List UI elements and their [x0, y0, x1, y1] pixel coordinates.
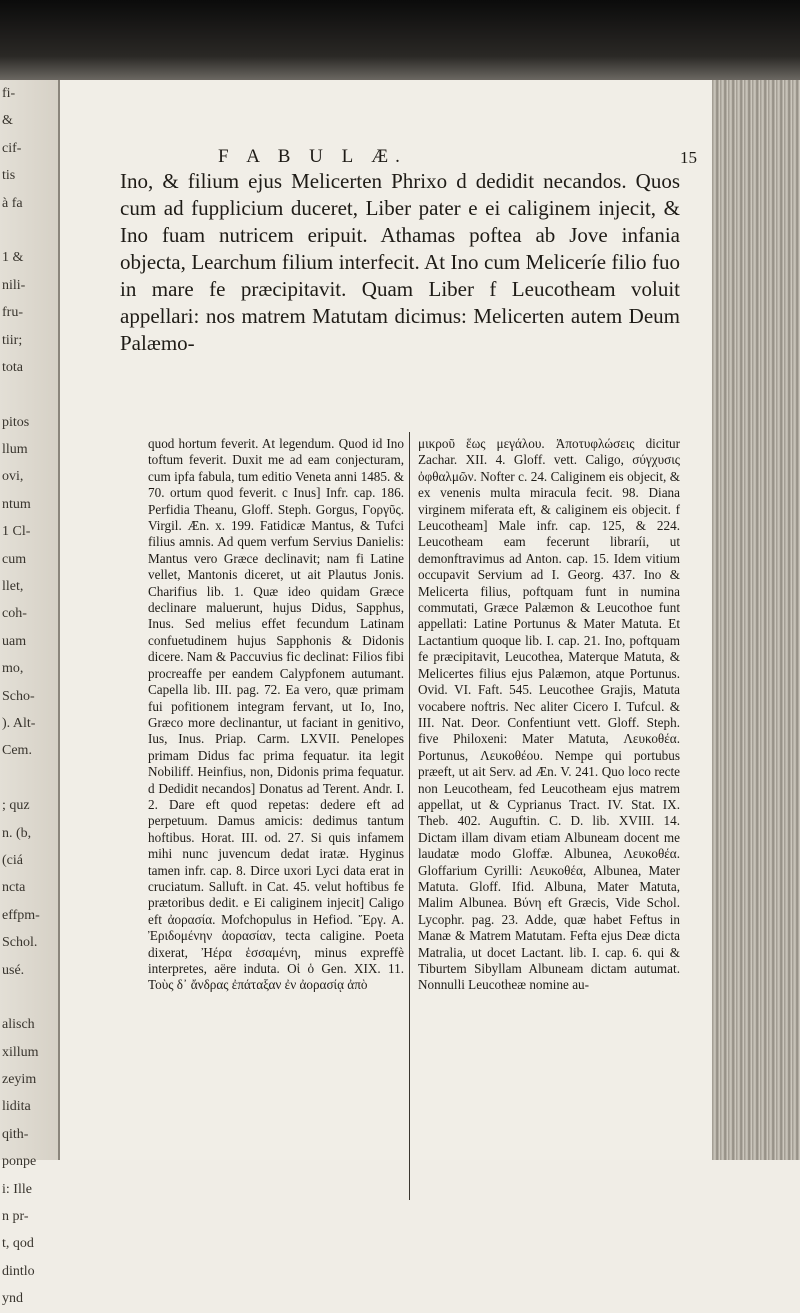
margin-fragment: uam [2, 633, 27, 649]
margin-fragment [0, 217, 58, 244]
margin-fragment: 1 & [2, 250, 24, 266]
book-page-edges [712, 80, 800, 1160]
margin-fragment: lidita [2, 1099, 31, 1115]
footnote-column-right [418, 436, 680, 994]
margin-fragment: tis [2, 168, 16, 184]
footnote-column-left [148, 436, 404, 994]
scanner-dark-top-edge [0, 0, 800, 80]
margin-fragment: fru- [2, 305, 23, 321]
margin-fragment: llet, [2, 579, 24, 595]
margin-fragment: llum [2, 442, 28, 458]
running-header: F A B U L Æ. [218, 146, 407, 167]
margin-fragment: dintlo [2, 1263, 35, 1279]
margin-fragment: ovi, [2, 469, 24, 485]
margin-fragment: zeyim [2, 1072, 37, 1088]
margin-fragment: fi- [2, 86, 16, 101]
margin-fragment: alisch [2, 1017, 35, 1033]
margin-fragment: effpm- [2, 907, 40, 923]
margin-fragment: ponpe [2, 1154, 37, 1170]
book-page [60, 80, 712, 1160]
margin-fragment: t, qod [2, 1236, 34, 1252]
margin-fragment: (ciá [2, 852, 23, 868]
margin-fragment: ynd [2, 1291, 23, 1307]
margin-fragment: qith- [2, 1126, 29, 1142]
main-text-block [120, 168, 680, 357]
margin-fragment: n. (b, [2, 825, 32, 841]
margin-fragment: coh- [2, 606, 27, 622]
margin-fragment: usé. [2, 962, 25, 978]
margin-fragment: mo, [2, 661, 24, 677]
margin-fragment: Schol. [2, 935, 38, 951]
margin-fragment: 1 Cl- [2, 524, 31, 540]
margin-fragment: ; quz [2, 798, 30, 814]
margin-fragment: & [2, 113, 13, 129]
margin-fragment [0, 984, 58, 1011]
previous-page-margin [0, 80, 60, 1307]
column-divider [409, 432, 410, 1200]
margin-fragment: ). Alt- [2, 715, 36, 731]
margin-fragment: tota [2, 359, 23, 375]
margin-fragment: nili- [2, 277, 26, 293]
margin-fragment [0, 381, 58, 408]
margin-fragment [0, 765, 58, 792]
margin-fragment: ncta [2, 880, 26, 896]
margin-fragment: à fa [2, 195, 23, 211]
margin-fragment: tiir; [2, 332, 23, 348]
margin-fragment: cif- [2, 140, 22, 156]
margin-fragment: xillum [2, 1044, 39, 1060]
main-paragraph: Ino, & filium ejus Melicerten Phrixo d dedidit necandos. Quos cum ad fupplicium duceret, Liber pater e ei caliginem injecit, & Ino fuam nutricem eripuit. Athamas poftea ab Jove infania objecta, Learchum filium interfecit. At Ino cum Meliceríe filio fuo in mare fe præcipitavit. Quam Liber f Leucotheam voluit appellari: nos matrem Matutam dicimus: Melicerten autem Deum Palæmo- [120, 169, 680, 355]
margin-fragment: pitos [2, 414, 30, 430]
margin-fragment: cum [2, 551, 27, 567]
footnote-text-left: quod hortum feverit. At legendum. Quod id Ino toftum feverit. Duxit me ad eam conjecturam, cum ipfa fabula, tum editio Veneta anni 1485. & 70. ortum quod feverit. c Inus] Infr. cap. 186. Perfidia Theanu, Gloff. Steph. Gorgus, Γοργῦς. Virgil. Æn. x. 199. Fatidicæ Mantus, & Tufci filius amnis. Ad quem verfum Servius Danielis: Mantus vero Græce declinavit; nam fi Latine vellet, Mantonis diceret, ut ait Plautus Jonis. Charifius lib. 1. Quæ ideo quidam Græce declinare maluerunt, hujus Didus, Sapphus, Inus. Sed melius effet fecundum Latinam confuetudinem hujus Sapphonis & Didonis dicere. Nam & Paccuvius fic declinat: Filios fibi procreaffe per eandem Calypfonem autumant. Capella lib. III. pag. 72. Ea vero, quæ primam fui pofitionem integram fervant, ut Io, Ino, Græco more declinantur, ut faciant in genitivo, Ius, Inus. Priap. Carm. LXVII. Penelopes primam Didus fac prima fequatur. ita legit Nobiliff. Heinfius, non, Didonis prima fequatur. d Dedidit necandos] Donatus ad Terent. Andr. I. 2. Dare eft quod repetas: dedere eft ad perpetuum. Damus amicis: dedimus tantum hoftibus. Horat. III. od. 27. Si quis infamem mihi nunc juvencum dedat iratæ. Hyginus tamen infr. cap. 8. Dirce uxori Lyci data erat in cruciatum. Salluft. in Cat. 45. velut hoftibus fe prætoribus dedit. e Ei caliginem injecit] Caligo eft ἀορασία. Mofchopulus in Hefiod. Ἔργ. Α. Ἐριδομένην ἀορασίαν, tecta caligine. Poeta dixerat, Ἠέρα ἑσσαμένη, minus expreffè interpretes, aëre induta. Οἱ ὁ Gen. XIX. 11. Τοὺς δ᾽ ἄνδρας ἐπάταξαν ἐν ἀορασίᾳ ἀπὸ [148, 436, 404, 993]
margin-fragment: ntum [2, 496, 31, 512]
margin-fragment: Cem. [2, 743, 32, 759]
page-number: 15 [680, 148, 697, 167]
margin-fragment: Scho- [2, 688, 35, 704]
margin-fragment: i: Ille [2, 1181, 32, 1197]
footnote-text-right: μικροῦ ἕως μεγάλου. Ἀποτυφλώσεις dicitur Zachar. XII. 4. Gloff. vett. Caligo, σύγχυσις ὀφθαλμῶν. Nofter c. 24. Caliginem eis objecit, & ex venenis multa miracula fecit. 98. Diana virginem miferata eft, & caliginem eis objecit. f Leucotheam] Male infr. cap. 125, & 224. Leucotheam eam fecerunt libraríi, ut demonftravimus ad Anton. cap. 15. Idem vitium occupavit Servium ad I. Georg. 437. Ino & Melicerta filius, poftquam funt in numina commutati, Græce Palæmon & Leucothoe funt appellati: Latine Portunus & Mater Matuta. Et Lactantium quoque lib. I. cap. 21. Ino, poftquam fe præcipitavit, Leucothea, Materque Matuta, & Melicertes filius ejus Palæmon, atque Portunus. Ovid. VI. Faft. 545. Leucothee Grajis, Matuta vocabere noftris. Nec aliter Cicero I. Tufcul. & III. Nat. Deor. Confentiunt vett. Gloff. Steph. five Philoxeni: Mater Matuta, Λευκοθέα. Portunus, Λευκοθέου. Nempe qui portubus præeft, ut ait Serv. ad Æn. V. 241. Quo loco recte non Leucotheam, fed Leucotheam ejus matrem appellat, ut & Cyprianus Tract. IV. Stat. IX. Theb. 402. Auguftin. C. D. lib. XVIII. 14. Dictam illam divam etiam Albuneam docent me laudatæ modo Gloffæ. Albunea, Λευκοθέα. Gloffarium Cyrilli: Λευκοθέα, Albunea, Mater Matuta. Gloff. Ifid. Albuna, Mater Matuta, Malim Albunea. Βύνη eft Græcis, Vide Schol. Lycophr. pag. 23. Adde, quæ habet Feftus in Manæ & Matrem Matutam. Fefta ejus Deæ dicta Matralia, ut docet Lactant. lib. I. cap. 6. qui & Tiburtem Sibyllam Albuneam dictam autumat. Nonnulli Leucotheæ nomine au- [418, 436, 680, 993]
margin-fragment: n pr- [2, 1209, 29, 1225]
